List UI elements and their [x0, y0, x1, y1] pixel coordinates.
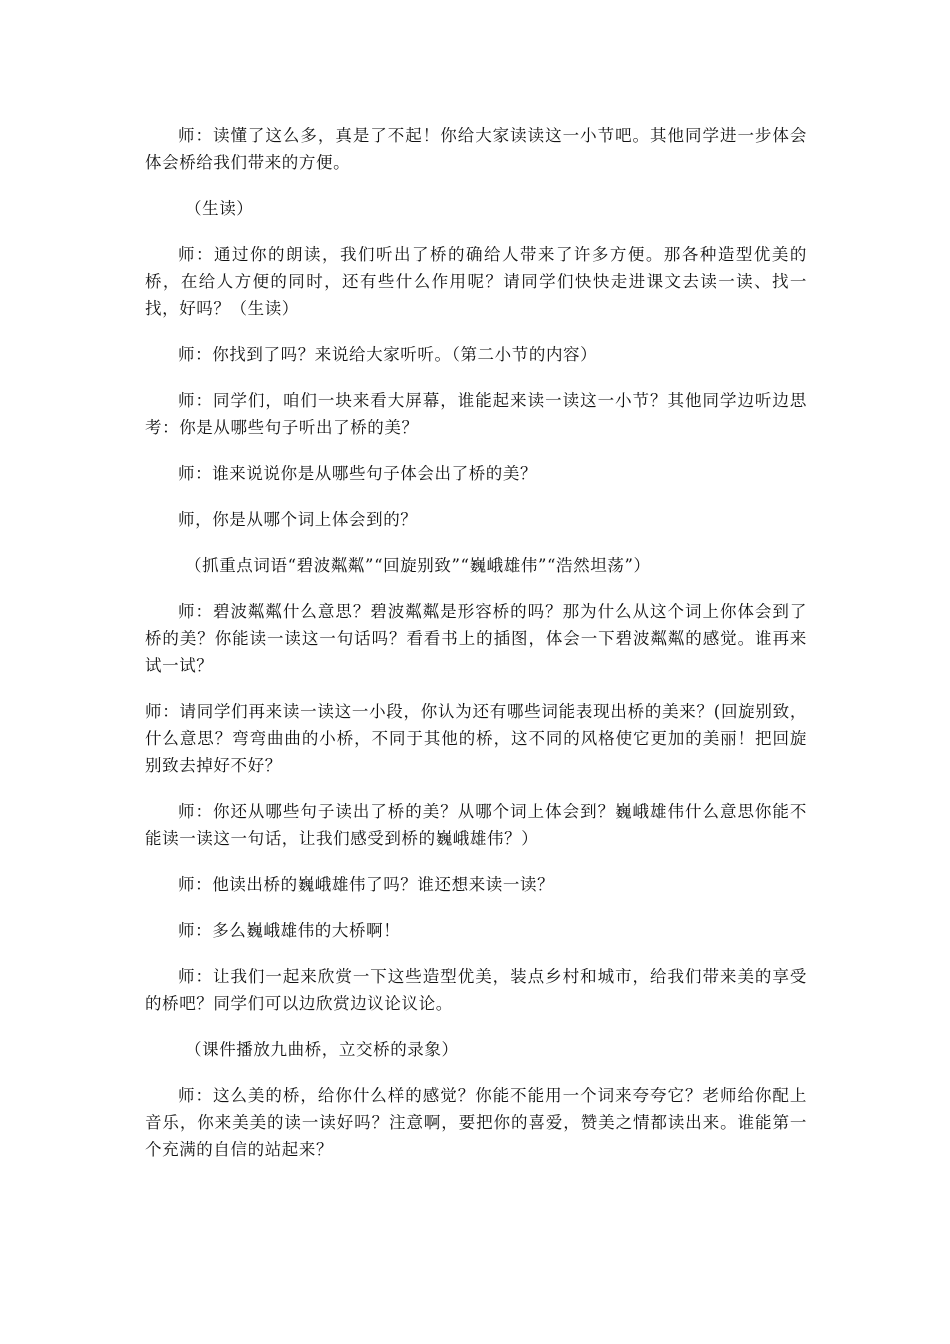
paragraph: 师：碧波粼粼什么意思？碧波粼粼是形容桥的吗？那为什么从这个词上你体会到了桥的美？你能读一读这一句话吗？看看书上的插图，体会一下碧波粼粼的感觉。谁再来试一试？	[145, 602, 807, 675]
paragraph: 师：多么巍峨雄伟的大桥啊！	[178, 921, 401, 940]
paragraph: 师：谁来说说你是从哪些句子体会出了桥的美？	[178, 464, 538, 483]
paragraph: 师：这么美的桥，给你什么样的感觉？你能不能用一个词来夸夸它？老师给你配上音乐，你来美美的读一读好吗？注意啊，要把你的喜爱，赞美之情都读出来。谁能第一个充满的自信的站起来？	[145, 1086, 807, 1159]
paragraph: （抓重点词语“碧波粼粼”“回旋别致”“巍峨雄伟”“浩然坦荡”）	[185, 556, 651, 575]
paragraph: 师，你是从哪个词上体会到的？	[178, 510, 418, 529]
paragraph: （生读）	[185, 199, 254, 218]
paragraph: 师：同学们，咱们一块来看大屏幕，谁能起来读一读这一小节？其他同学边听边思考：你是从哪些句子听出了桥的美？	[145, 391, 807, 437]
document-body	[145, 122, 807, 1182]
paragraph: 师：你还从哪些句子读出了桥的美？从哪个词上体会到？巍峨雄伟什么意思你能不能读一读这一句话，让我们感受到桥的巍峨雄伟？）	[145, 802, 807, 848]
paragraph: （课件播放九曲桥，立交桥的录象）	[185, 1040, 459, 1059]
paragraph: 师：让我们一起来欣赏一下这些造型优美，装点乡村和城市，给我们带来美的享受的桥吧？同学们可以边欣赏边议论议论。	[145, 967, 807, 1013]
paragraph: 师：读懂了这么多，真是了不起！你给大家读读这一小节吧。其他同学进一步体会体会桥给我们带来的方便。	[145, 126, 807, 172]
paragraph: 师：通过你的朗读，我们听出了桥的确给人带来了许多方便。那各种造型优美的桥，在给人方便的同时，还有些什么作用呢？请同学们快快走进课文去读一读、找一找，好吗？（生读）	[145, 245, 807, 318]
paragraph: 师：你找到了吗？来说给大家听听。（第二小节的内容）	[178, 345, 598, 364]
paragraph: 师：请同学们再来读一读这一小段，你认为还有哪些词能表现出桥的美来？(回旋别致，什么意思？弯弯曲曲的小桥，不同于其他的桥，这不同的风格使它更加的美丽！把回旋别致去掉好不好？	[145, 702, 807, 775]
paragraph: 师：他读出桥的巍峨雄伟了吗？谁还想来读一读？	[178, 875, 555, 894]
